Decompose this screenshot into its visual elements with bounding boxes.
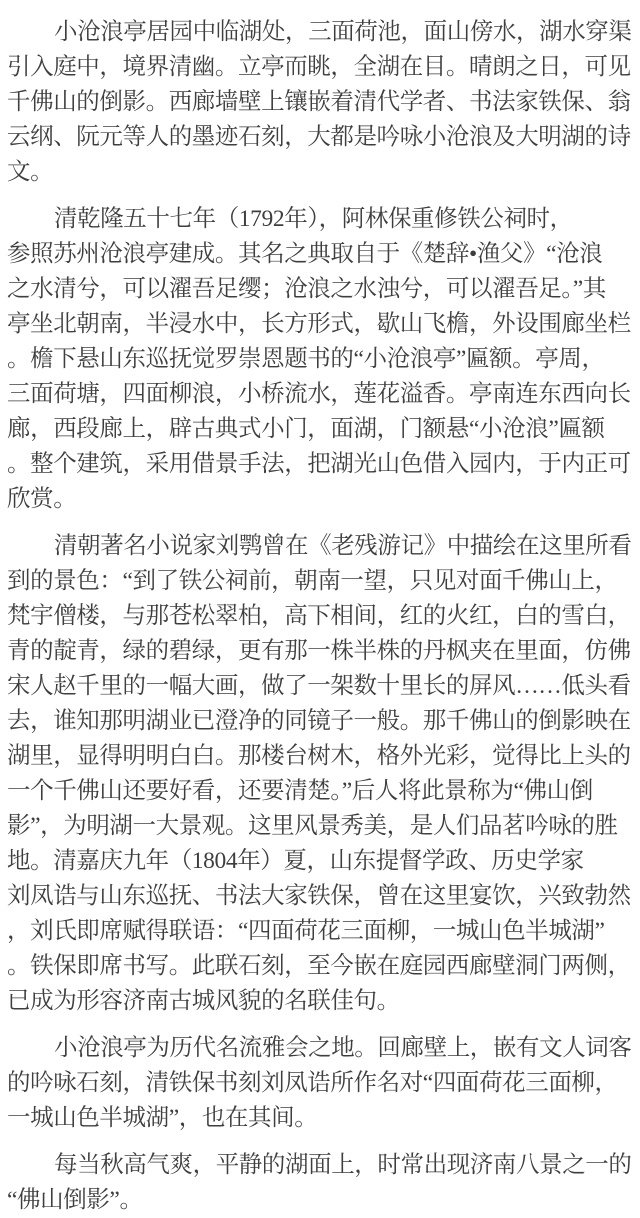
text-line: 每当秋高气爽，平静的湖面上，时常出现济南八景之一的 [54,1152,632,1178]
text-line: 去，谁知那明湖业已澄净的同镜子一般。那千佛山的倒影映在 [7,708,631,734]
text-line: 影”，为明湖一大景观。这里风景秀美，是人们品茗吟咏的胜 [7,813,618,839]
text-line: 梵宇僧楼，与那苍松翠柏，高下相间，红的火红，白的雪白， [7,603,631,629]
paragraph [7,529,635,1019]
text-line: 廊，西段廊上，辟古典式小门，面湖，门额悬“小沧浪”匾额 [7,416,605,442]
paragraph [7,202,635,517]
text-line: 已成为形容济南古城风貌的名联佳句。 [7,988,400,1014]
text-line: 之水清兮，可以濯吾足缨；沧浪之水浊兮，可以濯吾足。”其 [7,276,606,302]
text-line: 到的景色：“到了铁公祠前，朝南一望，只见对面千佛山上， [7,568,618,594]
text-line: 引入庭中，境界清幽。立亭而眺，全湖在目。晴朗之日，可见 [7,54,631,80]
paragraph [7,1148,635,1218]
text-line: 参照苏州沧浪亭建成。其名之典取自于《楚辞•渔父》“沧浪 [7,241,603,267]
text-line: 的吟咏石刻，清铁保书刻刘凤诰所作名对“四面荷花三面柳， [7,1070,618,1096]
text-line: 小沧浪亭为历代名流雅会之地。回廊壁上，嵌有文人词客 [54,1035,632,1061]
text-line: 文。 [7,159,54,185]
text-line: 。铁保即席书写。此联石刻，至今嵌在庭园西廊壁洞门两侧， [7,953,631,979]
paragraph [7,1031,635,1136]
text-line: 三面荷塘，四面柳浪，小桥流水，莲花溢香。亭南连东西向长 [7,381,631,407]
text-line: 一城山色半城湖”，也在其间。 [7,1105,318,1131]
text-line: 宋人赵千里的一幅大画，做了一架数十里长的屏风……低头看 [7,673,631,699]
text-line: 小沧浪亭居园中临湖处，三面荷池，面山傍水，湖水穿渠 [54,19,632,45]
text-line: 清乾隆五十七年（1792年），阿林保重修铁公祠时， [54,206,573,232]
text-line: 云纲、阮元等人的墨迹石刻，大都是吟咏小沧浪及大明湖的诗 [7,124,631,150]
text-line: 一个千佛山还要好看，还要清楚。”后人将此景称为“佛山倒 [7,778,593,804]
text-line: 青的靛青，绿的碧绿，更有那一株半株的丹枫夹在里面，仿佛 [7,638,631,664]
text-line: 。整个建筑，采用借景手法，把湖光山色借入园内，于内正可 [7,451,631,477]
text-line: 千佛山的倒影。西廊墙壁上镶嵌着清代学者、书法家铁保、翁 [7,89,631,115]
paragraph [7,15,635,190]
text-line: “佛山倒影”。 [7,1187,143,1213]
text-line: 欣赏。 [7,486,77,512]
text-line: ，刘氏即席赋得联语：“四面荷花三面柳，一城山色半城湖” [7,918,605,944]
text-line: 。檐下悬山东巡抚觉罗崇恩题书的“小沧浪亭”匾额。亭周， [7,346,605,372]
text-line: 刘凤诰与山东巡抚、书法大家铁保，曾在这里宴饮，兴致勃然 [7,883,631,909]
text-line: 湖里，显得明明白白。那楼台树木，格外光彩，觉得比上头的 [7,743,631,769]
text-line: 亭坐北朝南，半浸水中，长方形式，歇山飞檐，外设围廊坐栏 [7,311,631,337]
text-line: 地。清嘉庆九年（1804年）夏，山东提督学政、历史学家 [7,848,584,874]
text-line: 清朝著名小说家刘鹗曾在《老残游记》中描绘在这里所看 [54,533,632,559]
